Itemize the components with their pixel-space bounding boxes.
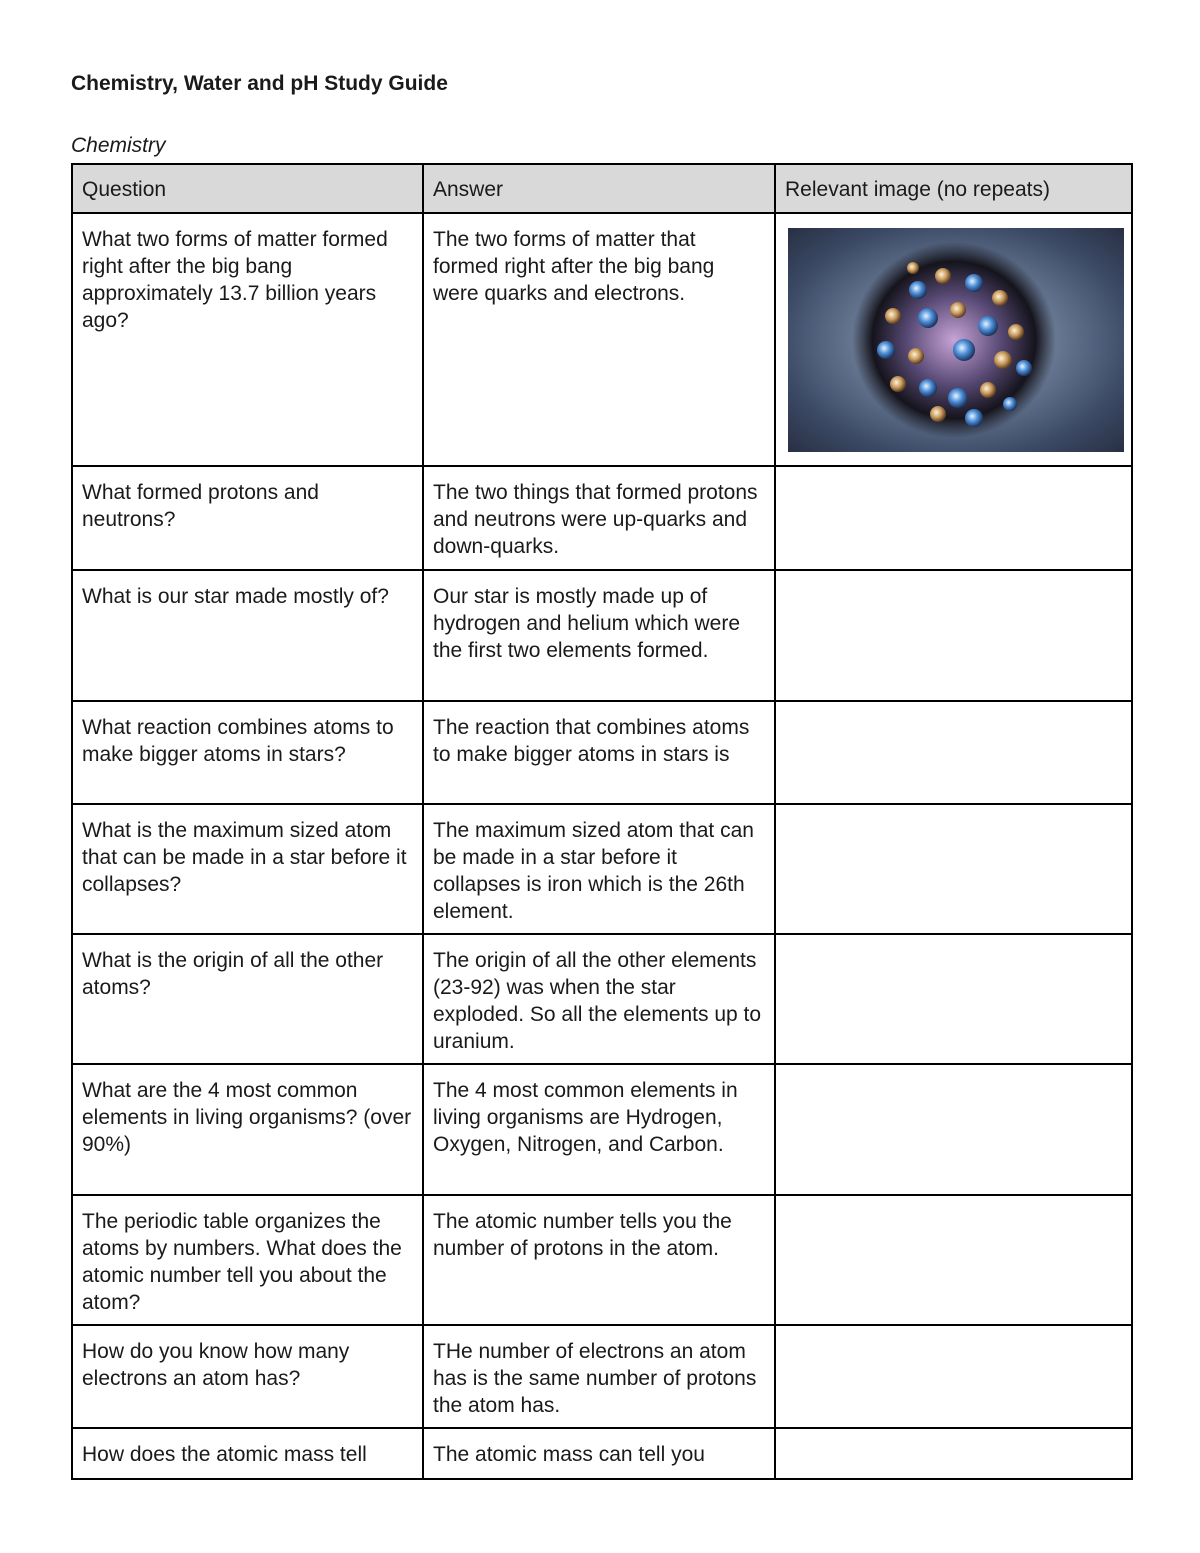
question-cell: What are the 4 most common elements in living organisms? (over 90%) bbox=[72, 1064, 423, 1195]
image-cell bbox=[775, 1428, 1132, 1479]
question-cell: What reaction combines atoms to make bigger atoms in stars? bbox=[72, 701, 423, 804]
answer-cell: Our star is mostly made up of hydrogen and helium which were the first two elements formed. bbox=[423, 570, 775, 701]
image-cell bbox=[775, 1325, 1132, 1428]
header-image: Relevant image (no repeats) bbox=[775, 164, 1132, 213]
image-cell bbox=[775, 804, 1132, 934]
table-row bbox=[72, 1325, 1132, 1428]
answer-cell: THe number of electrons an atom has is the same number of protons the atom has. bbox=[423, 1325, 775, 1428]
atom-nucleus-image bbox=[788, 228, 1124, 452]
table-row bbox=[72, 1195, 1132, 1325]
question-cell: How do you know how many electrons an atom has? bbox=[72, 1325, 423, 1428]
table-row bbox=[72, 934, 1132, 1064]
answer-cell: The 4 most common elements in living organisms are Hydrogen, Oxygen, Nitrogen, and Carbon. bbox=[423, 1064, 775, 1195]
table-row bbox=[72, 701, 1132, 804]
answer-cell: The reaction that combines atoms to make bigger atoms in stars is bbox=[423, 701, 775, 804]
question-cell: What is our star made mostly of? bbox=[72, 570, 423, 701]
question-cell: What formed protons and neutrons? bbox=[72, 466, 423, 570]
table-row bbox=[72, 804, 1132, 934]
answer-cell: The maximum sized atom that can be made in a star before it collapses is iron which is the 26th element. bbox=[423, 804, 775, 934]
table-row bbox=[72, 1064, 1132, 1195]
answer-cell: The atomic number tells you the number of protons in the atom. bbox=[423, 1195, 775, 1325]
image-cell bbox=[775, 213, 1132, 466]
table-row bbox=[72, 213, 1132, 466]
question-cell: What two forms of matter formed right after the big bang approximately 13.7 billion years ago? bbox=[72, 213, 423, 466]
table-row bbox=[72, 1428, 1132, 1479]
question-cell: How does the atomic mass tell bbox=[72, 1428, 423, 1479]
document-title: Chemistry, Water and pH Study Guide bbox=[71, 72, 448, 95]
question-cell: What is the maximum sized atom that can be made in a star before it collapses? bbox=[72, 804, 423, 934]
table-row bbox=[72, 570, 1132, 701]
answer-cell: The two things that formed protons and neutrons were up-quarks and down-quarks. bbox=[423, 466, 775, 570]
header-answer: Answer bbox=[423, 164, 775, 213]
image-cell bbox=[775, 466, 1132, 570]
image-cell bbox=[775, 570, 1132, 701]
answer-cell: The two forms of matter that formed right after the big bang were quarks and electrons. bbox=[423, 213, 775, 466]
header-question: Question bbox=[72, 164, 423, 213]
image-cell bbox=[775, 1195, 1132, 1325]
question-cell: What is the origin of all the other atoms? bbox=[72, 934, 423, 1064]
image-cell bbox=[775, 934, 1132, 1064]
image-cell bbox=[775, 701, 1132, 804]
answer-cell: The origin of all the other elements (23-92) was when the star exploded. So all the elements up to uranium. bbox=[423, 934, 775, 1064]
table-header-row bbox=[72, 164, 1132, 213]
question-cell: The periodic table organizes the atoms by numbers. What does the atomic number tell you about the atom? bbox=[72, 1195, 423, 1325]
study-table bbox=[71, 163, 1133, 1480]
image-cell bbox=[775, 1064, 1132, 1195]
answer-cell: The atomic mass can tell you bbox=[423, 1428, 775, 1479]
table-row bbox=[72, 466, 1132, 570]
section-title: Chemistry bbox=[71, 134, 166, 157]
